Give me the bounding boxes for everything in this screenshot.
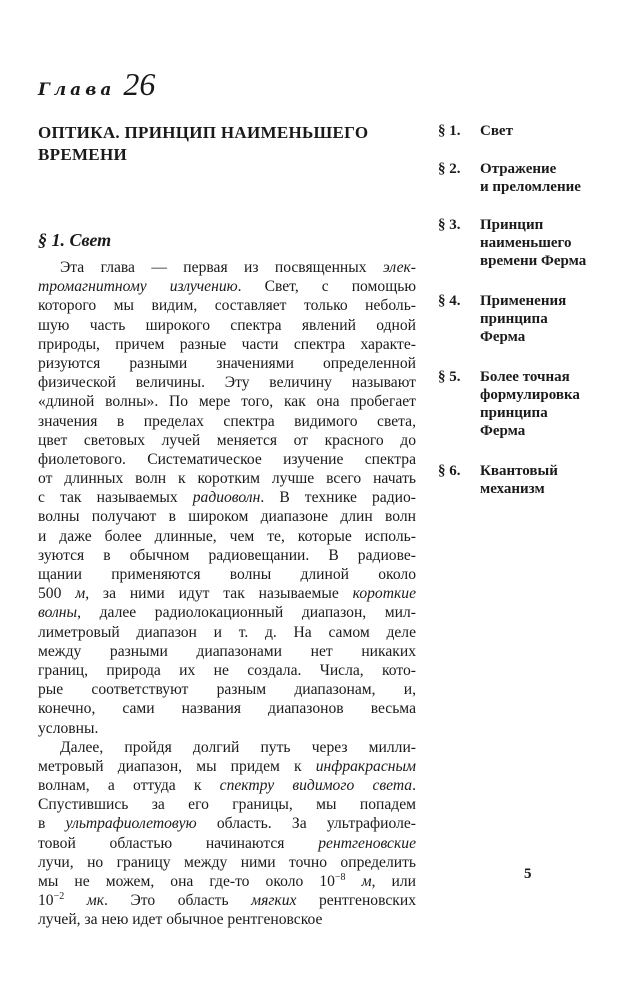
text-run [346, 873, 362, 890]
toc-label-line: Ферма [480, 329, 526, 345]
text-line [38, 757, 416, 776]
text-line [38, 565, 416, 584]
page-number: 5 [524, 866, 532, 882]
text-run: конечно, сами названия диапазонов весьма [38, 700, 416, 718]
exponent: −8 [334, 872, 346, 883]
text-line [38, 680, 416, 699]
toc-item[interactable] [438, 160, 628, 196]
toc-item[interactable] [438, 462, 628, 498]
text-line [38, 891, 416, 910]
text-run: в [38, 815, 66, 833]
toc-section-label [480, 160, 628, 196]
text-line [38, 450, 416, 469]
text-line [38, 853, 416, 872]
text-line [38, 603, 416, 622]
text-line [38, 738, 416, 757]
italic-term: тромагнитному излучению [38, 278, 238, 296]
text-run: шую часть широкого спектра явлений одной [38, 316, 416, 334]
text-run: область. За ультрафиоле- [196, 815, 416, 833]
text-line [38, 910, 416, 929]
chapter-title-line: ВРЕМЕНИ [38, 145, 127, 164]
text-run: «длиной волны». По мере того, как она пробегает [38, 393, 416, 411]
italic-term: элек- [382, 259, 416, 276]
text-run: , за ними идут так называемые [85, 585, 353, 603]
toc-label-line: времени Ферма [480, 253, 587, 269]
text-line [38, 795, 416, 814]
toc-label-line: Более точная [480, 369, 570, 385]
toc-section-label [480, 292, 628, 346]
body-text [38, 258, 416, 930]
text-line [38, 661, 416, 680]
italic-term: мк [86, 892, 105, 910]
chapter-title-line: ОПТИКА. ПРИНЦИП НАИМЕНЬШЕГО [38, 123, 369, 142]
text-line [38, 546, 416, 565]
text-run: , далее радиолокационный диапазон, мил- [77, 604, 416, 622]
toc-item[interactable] [438, 368, 628, 440]
text-line [38, 699, 416, 718]
text-run: которого мы видим, составляет только неболь- [38, 297, 416, 315]
toc-item[interactable] [438, 122, 628, 140]
text-run: и даже более длинные, чем те, которые исполь- [38, 527, 416, 545]
exponent: −2 [53, 891, 65, 903]
toc-section-number: § 2. [438, 161, 461, 177]
text-run: . В технике радио- [260, 489, 416, 507]
toc-item[interactable] [438, 216, 628, 270]
chapter-number: 26 [123, 66, 156, 102]
chapter-title [38, 122, 398, 166]
text-run: границ, природа их не создала. Числа, кото- [38, 661, 416, 679]
text-run: рентгеновских [296, 892, 416, 910]
chapter-heading [38, 66, 155, 103]
toc-section-label [480, 368, 628, 440]
toc-section-number: § 6. [438, 463, 461, 479]
text-run: , или [371, 873, 416, 890]
text-line [38, 776, 416, 795]
italic-term: м [75, 585, 86, 603]
text-run: значения в пределах спектра видимого света, [38, 412, 416, 430]
italic-term: мягких [251, 892, 297, 910]
text-run: волны получают в широком диапазоне длин волн [38, 508, 416, 526]
toc-label-line: Применения [480, 293, 567, 309]
text-line [38, 431, 416, 450]
text-line [38, 527, 416, 546]
italic-term: короткие [352, 585, 416, 603]
text-line [38, 354, 416, 373]
italic-term: волны [38, 604, 78, 622]
toc-label-line: Отражение [480, 161, 557, 177]
text-line [38, 316, 416, 335]
text-run: рые соответствуют разным диапазонам, и, [38, 681, 416, 699]
toc-section-label [480, 122, 628, 140]
italic-term: спектру видимого света [219, 777, 413, 795]
text-run: 10 [38, 892, 54, 910]
text-line [38, 507, 416, 526]
toc-section-number: § 3. [438, 217, 461, 233]
text-line [38, 335, 416, 354]
text-run: 500 [38, 585, 76, 603]
text-run: метровый диапазон, мы придем к [38, 757, 316, 775]
text-run: лучей, за нею идет обычное рентгеновское [38, 911, 323, 929]
text-line [38, 277, 416, 296]
toc-section-number: § 5. [438, 369, 461, 385]
toc-label-line: принципа [480, 405, 548, 421]
text-run: Далее, пройдя долгий путь через милли- [60, 738, 416, 756]
text-run: между разными диапазонами нет никаких [38, 642, 416, 660]
text-line [38, 623, 416, 642]
italic-term: м [361, 873, 372, 890]
toc-section-number: § 4. [438, 293, 461, 309]
toc-section-number: § 1. [438, 123, 461, 139]
text-run: цвет световых лучей меняется от красного до [38, 431, 416, 449]
toc-label-line: Квантовый [480, 463, 558, 479]
text-run: волнам, а оттуда к [38, 777, 220, 795]
text-line [38, 296, 416, 315]
text-run: фиолетового. Систематическое изучение спектра [38, 450, 416, 468]
text-run: . [412, 777, 416, 795]
text-line [38, 719, 416, 738]
text-line [38, 872, 416, 891]
toc-section-label [480, 216, 628, 270]
italic-term: радиоволн [192, 489, 261, 507]
toc-label-line: механизм [480, 481, 545, 497]
toc-label-line: принципа [480, 311, 548, 327]
text-run: мы не можем, она где-то около 10 [38, 873, 335, 890]
toc-label-line: Свет [480, 123, 513, 139]
italic-term: ультрафиолетовую [65, 815, 197, 833]
text-line [38, 834, 416, 853]
text-line [38, 488, 416, 507]
text-line [38, 392, 416, 411]
text-line [38, 469, 416, 488]
text-run: условны. [38, 719, 99, 737]
toc-section-label [480, 462, 628, 498]
toc-label-line: формулировка [480, 387, 580, 403]
text-line [38, 373, 416, 392]
chapter-word: Глава [38, 80, 116, 100]
text-run: природы, причем разные части спектра характе- [38, 335, 416, 353]
text-line [38, 584, 416, 603]
section-heading: § 1. Свет [38, 230, 112, 250]
text-line [38, 642, 416, 661]
text-run: щании применяются волны длиной около [38, 566, 416, 583]
toc-label-line: и преломление [480, 179, 581, 195]
text-run: Спустившись за его границы, мы попадем [38, 796, 416, 814]
text-line [38, 412, 416, 431]
text-run: зуются в обычном радиовещании. В радиове- [38, 546, 416, 564]
text-line [38, 814, 416, 833]
toc-item[interactable] [438, 292, 628, 346]
text-run: . Свет, с помощью [237, 278, 416, 296]
text-run: лучи, но границу между ними точно определить [38, 853, 416, 871]
text-run: товой областью начинаются [38, 834, 319, 852]
text-run: Эта глава — первая из посвященных [60, 259, 383, 276]
toc-label-line: Ферма [480, 423, 526, 439]
text-run: ризуются разными значениями определенной [38, 354, 416, 372]
text-run [64, 892, 87, 909]
italic-term: инфракрасным [315, 757, 416, 775]
text-run: . Это область [104, 892, 252, 910]
table-of-contents [438, 122, 628, 498]
text-run: с так называемых [38, 489, 193, 507]
toc-label-line: наименьшего [480, 235, 572, 251]
text-run: лиметровый диапазон и т. д. На самом деле [38, 623, 416, 641]
text-run: физической величины. Эту величину называют [38, 374, 416, 392]
text-run: от длинных волн к коротким лучше всего начать [38, 470, 416, 488]
text-line [38, 258, 416, 277]
toc-label-line: Принцип [480, 217, 544, 233]
italic-term: рентгеновские [318, 834, 416, 852]
